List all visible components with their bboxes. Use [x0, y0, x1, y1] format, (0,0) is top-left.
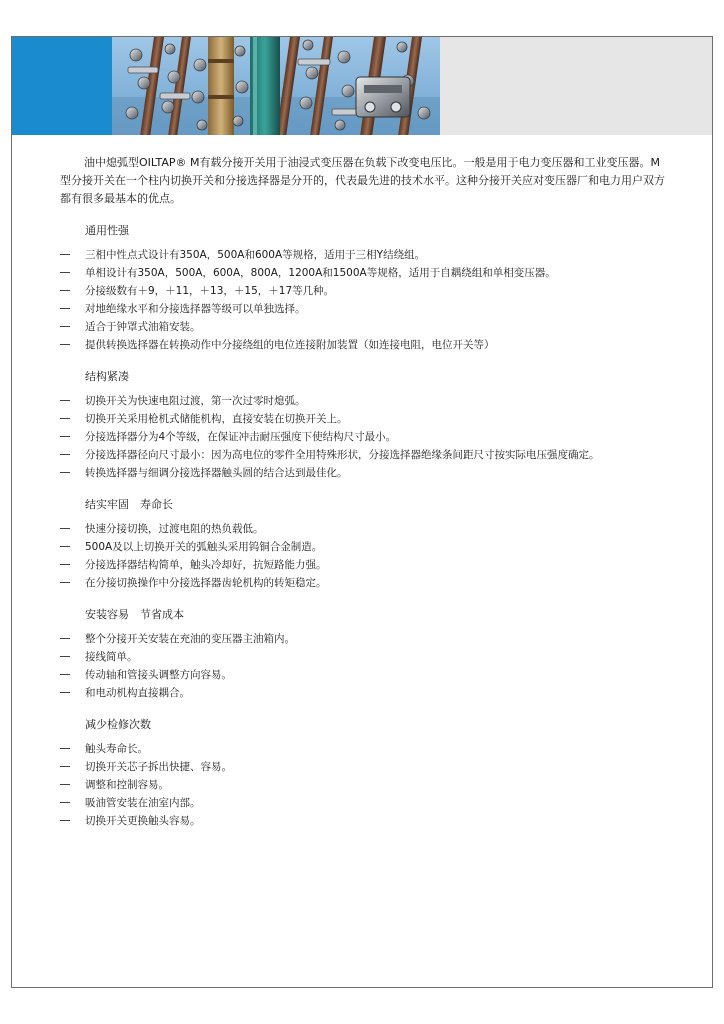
list-item — [60, 758, 670, 776]
feature-sections — [60, 222, 670, 830]
dash-bullet-icon — [60, 436, 70, 437]
list-item — [60, 246, 670, 264]
list-item-text: 单相设计有350A，500A，600A，800A，1200A和1500A等规格，适用于自耦绕组和单相变压器。 — [85, 267, 556, 279]
list-item — [60, 538, 670, 556]
section-heading: 结实牢固 寿命长 — [85, 498, 173, 511]
feature-section — [60, 496, 670, 592]
list-item-text: 触头寿命长。 — [85, 743, 148, 755]
bullet-list — [60, 392, 670, 482]
list-item-text: 传动轴和管接头调整方向容易。 — [85, 669, 232, 681]
dash-bullet-icon — [60, 674, 70, 675]
dash-bullet-icon — [60, 692, 70, 693]
tap-changer-photo-illustration — [112, 37, 440, 135]
list-item — [60, 740, 670, 758]
dash-bullet-icon — [60, 546, 70, 547]
list-item — [60, 648, 670, 666]
section-heading: 减少检修次数 — [85, 718, 151, 731]
list-item — [60, 392, 670, 410]
dash-bullet-icon — [60, 528, 70, 529]
list-item-text: 500A及以上切换开关的弧触头采用钨铜合金制造。 — [85, 541, 323, 553]
banner-blue-band — [12, 37, 112, 135]
bullet-list — [60, 630, 670, 702]
feature-section — [60, 368, 670, 482]
feature-section — [60, 222, 670, 354]
list-item — [60, 300, 670, 318]
dash-bullet-icon — [60, 290, 70, 291]
list-item — [60, 410, 670, 428]
list-item-text: 和电动机构直接耦合。 — [85, 687, 190, 699]
dash-bullet-icon — [60, 582, 70, 583]
list-item-text: 对地绝缘水平和分接选择器等级可以单独选择。 — [85, 303, 306, 315]
feature-section — [60, 606, 670, 702]
list-item-text: 适合于钟罩式油箱安装。 — [85, 321, 201, 333]
bullet-list — [60, 246, 670, 354]
list-item-text: 快速分接切换，过渡电阻的热负载低。 — [85, 523, 264, 535]
list-item — [60, 428, 670, 446]
dash-bullet-icon — [60, 454, 70, 455]
list-item-text: 切换开关为快速电阻过渡，第一次过零时熄弧。 — [85, 395, 306, 407]
dash-bullet-icon — [60, 784, 70, 785]
dash-bullet-icon — [60, 400, 70, 401]
dash-bullet-icon — [60, 344, 70, 345]
dash-bullet-icon — [60, 272, 70, 273]
list-item — [60, 630, 670, 648]
intro-paragraph: 油中熄弧型OILTAP® M有载分接开关用于油浸式变压器在负载下改变电压比。一般是用于电力变压器和工业变压器。M型分接开关在一个柱内切换开关和分接选择器是分开的，代表最先进的技术水平。这种分接开关应对变压器厂和电力用户双方都有很多最基本的优点。 — [60, 156, 665, 205]
list-item — [60, 684, 670, 702]
list-item-text: 分接选择器结构简单，触头冷却好，抗短路能力强。 — [85, 559, 327, 571]
dash-bullet-icon — [60, 638, 70, 639]
list-item-text: 整个分接开关安装在充油的变压器主油箱内。 — [85, 633, 295, 645]
list-item — [60, 556, 670, 574]
dash-bullet-icon — [60, 308, 70, 309]
list-item-text: 转换选择器与细调分接选择器触头圆的结合达到最佳化。 — [85, 467, 348, 479]
section-heading: 通用性强 — [85, 224, 129, 237]
dash-bullet-icon — [60, 766, 70, 767]
list-item — [60, 336, 670, 354]
dash-bullet-icon — [60, 564, 70, 565]
list-item-text: 接线简单。 — [85, 651, 138, 663]
list-item — [60, 794, 670, 812]
dash-bullet-icon — [60, 472, 70, 473]
list-item — [60, 520, 670, 538]
banner-gray-band — [440, 37, 712, 135]
dash-bullet-icon — [60, 820, 70, 821]
list-item-text: 切换开关芯子拆出快捷、容易。 — [85, 761, 232, 773]
list-item-text: 在分接切换操作中分接选择器齿轮机构的转矩稳定。 — [85, 577, 327, 589]
section-heading: 结构紧凑 — [85, 370, 129, 383]
list-item — [60, 574, 670, 592]
bullet-list — [60, 520, 670, 592]
dash-bullet-icon — [60, 656, 70, 657]
list-item — [60, 812, 670, 830]
list-item-text: 三相中性点式设计有350A，500A和600A等规格，适用于三相Y结绕组。 — [85, 249, 426, 261]
list-item-text: 提供转换选择器在转换动作中分接绕组的电位连接附加装置（如连接电阻，电位开关等） — [85, 339, 495, 351]
feature-section — [60, 716, 670, 830]
list-item-text: 切换开关更换触头容易。 — [85, 815, 201, 827]
banner-photo — [112, 37, 440, 135]
list-item-text: 调整和控制容易。 — [85, 779, 169, 791]
list-item-text: 吸油管安装在油室内部。 — [85, 797, 201, 809]
document-body — [60, 154, 670, 844]
list-item-text: 分接级数有＋9，＋11，＋13，＋15，＋17等几种。 — [85, 285, 335, 297]
dash-bullet-icon — [60, 748, 70, 749]
list-item — [60, 282, 670, 300]
dash-bullet-icon — [60, 254, 70, 255]
bullet-list — [60, 740, 670, 830]
list-item-text: 分接选择器分为4个等级，在保证冲击耐压强度下使结构尺寸最小。 — [85, 431, 397, 443]
list-item — [60, 318, 670, 336]
list-item-text: 分接选择器径向尺寸最小：因为高电位的零件全用特殊形状，分接选择器绝缘条间距尺寸按实际电压强度确定。 — [85, 449, 600, 461]
list-item — [60, 264, 670, 282]
list-item — [60, 446, 670, 464]
list-item — [60, 666, 670, 684]
section-heading: 安装容易 节省成本 — [85, 608, 184, 621]
dash-bullet-icon — [60, 326, 70, 327]
dash-bullet-icon — [60, 418, 70, 419]
list-item — [60, 464, 670, 482]
list-item — [60, 776, 670, 794]
dash-bullet-icon — [60, 802, 70, 803]
list-item-text: 切换开关采用枪机式储能机构，直接安装在切换开关上。 — [85, 413, 348, 425]
